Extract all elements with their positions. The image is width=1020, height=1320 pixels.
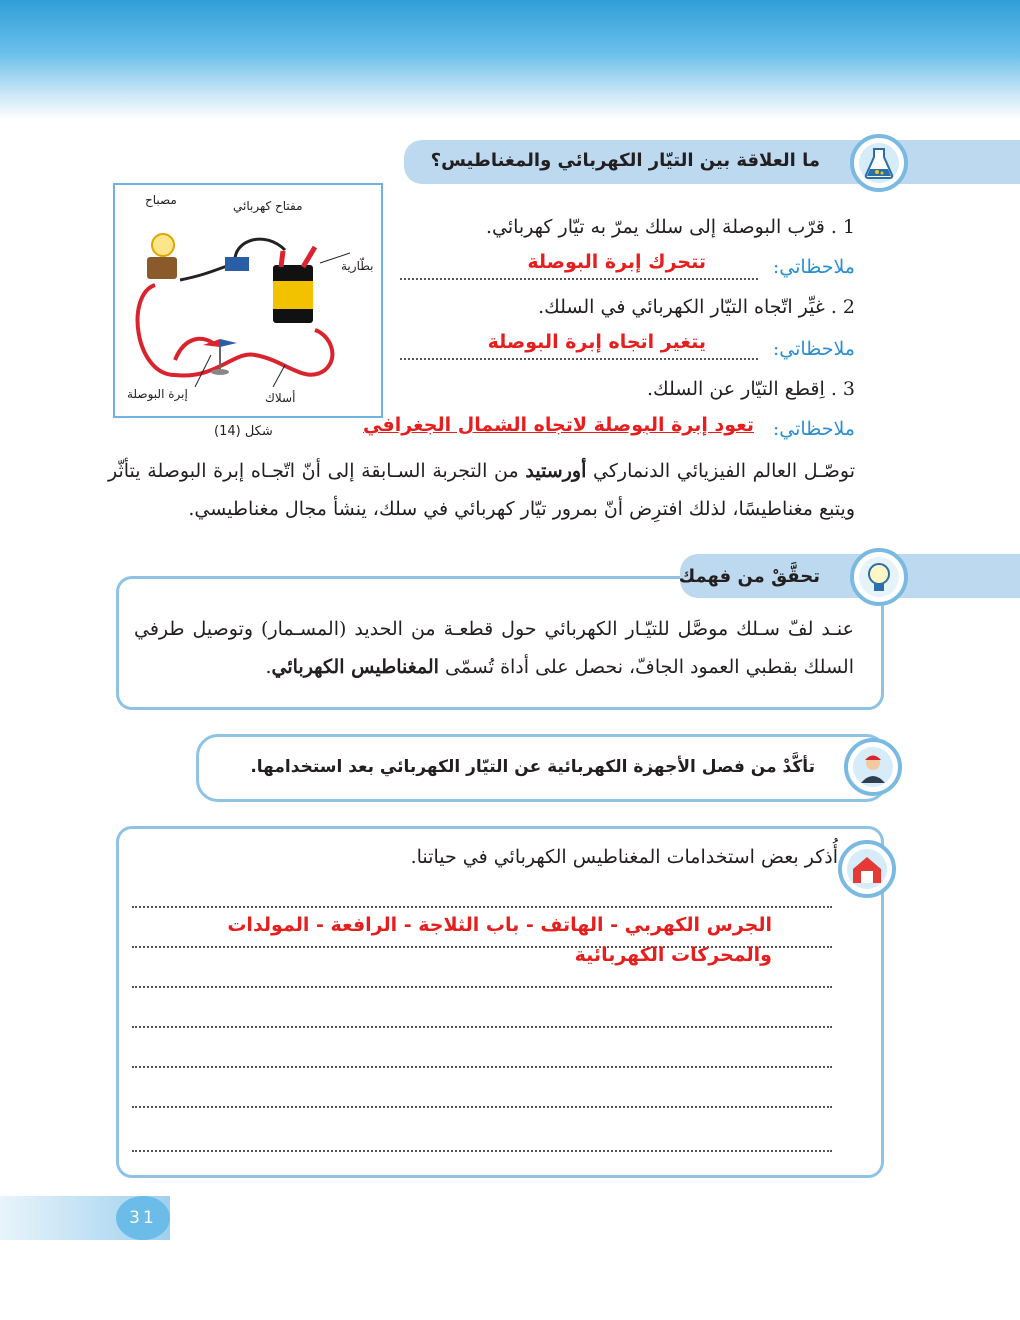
home-answer-line-1: الجرس الكهربي - الهاتف - باب الثلاجة - الرافعة - المولدات: [227, 914, 772, 936]
label-lamp: مصباح: [145, 193, 177, 207]
label-battery: بطّارية: [341, 259, 374, 273]
home-activity-prompt: أُذكر بعض استخدامات المغناطيس الكهربائي في حياتنا.: [410, 846, 838, 868]
step-1-label: ملاحظاتي:: [772, 256, 855, 278]
step-3-label: ملاحظاتي:: [772, 418, 855, 440]
step-1-text: 1 . قرّب البوصلة إلى سلك يمرّ به تيّار كهربائي.: [485, 216, 855, 238]
step-3-answer: تعود إبرة البوصلة لاتجاه الشمال الجغرافي: [363, 414, 754, 436]
label-compass-needle: إبرة البوصلة: [127, 387, 188, 401]
safety-note-text: تأكَّدْ من فصل الأجهزة الكهربائية عن التيّار الكهربائي بعد استخدامها.: [250, 757, 815, 777]
check-end: .: [265, 656, 272, 678]
answer-line-6: [132, 1106, 832, 1108]
answer-line-4: [132, 1026, 832, 1028]
check-understanding-text: [134, 610, 854, 686]
step-2-answer: يتغير اتجاه إبرة البوصلة: [487, 331, 706, 353]
step-2-line: [400, 358, 758, 360]
oersted-name: أورستيد: [525, 460, 587, 482]
step-1-line: [400, 278, 758, 280]
check-understanding-title: تحقَّقْ من فهمك: [678, 566, 820, 587]
oersted-part1: توصّـل العالم الفيزيائي الدنماركي: [586, 460, 855, 482]
flask-icon: [850, 134, 908, 192]
battery-icon: [273, 265, 313, 323]
answer-line-3: [132, 986, 832, 988]
check-part1: عنـد لفّ سـلك موصَّل للتيّـار الكهربائي حول قطعـة من الحديد (المسـمار) وتوصيل طرفي السلك بقطبي العمود الجافّ، نحصل على أداة تُسمّى: [134, 618, 854, 678]
top-banner: [0, 0, 1020, 120]
lamp-icon: [147, 234, 177, 279]
check-bold-term: المغناطيس الكهربائي: [271, 656, 439, 678]
lightbulb-icon: [850, 548, 908, 606]
electrician-icon: [844, 738, 902, 796]
answer-line-1: [132, 906, 832, 908]
home-answer-line-2: والمحركات الكهربائية: [574, 944, 772, 966]
step-2-label: ملاحظاتي:: [772, 338, 855, 360]
home-activity-box: [116, 826, 884, 1178]
step-3-text: 3 . اِقطع التيّار عن السلك.: [646, 378, 855, 400]
oersted-paragraph: [108, 452, 855, 528]
figure-caption: شكل (14): [214, 424, 273, 439]
answer-line-5: [132, 1066, 832, 1068]
switch-icon: [225, 257, 249, 271]
label-wires: أسلاك: [265, 391, 296, 405]
label-switch: مفتاح كهربائي: [233, 199, 303, 213]
oersted-part2: من التجربة السـابقة إلى أنّ اتّجـاه إبرة البوصلة يتأثّر ويتبع مغناطيسًا، لذلك افترِض أنّ بمرور تيّار كهربائي في سلك، ينشأ مجال مغناطيسي.: [108, 460, 855, 520]
answer-line-7: [132, 1150, 832, 1152]
page-number: 31: [116, 1196, 170, 1240]
step-1-answer: تتحرك إبرة البوصلة: [527, 251, 706, 273]
step-2-text: 2 . غيِّر اتّجاه التيّار الكهربائي في السلك.: [538, 296, 855, 318]
circuit-figure: [113, 183, 383, 418]
section-title: ما العلاقة بين التيّار الكهربائي والمغناطيس؟: [430, 150, 820, 171]
house-icon: [838, 840, 896, 898]
